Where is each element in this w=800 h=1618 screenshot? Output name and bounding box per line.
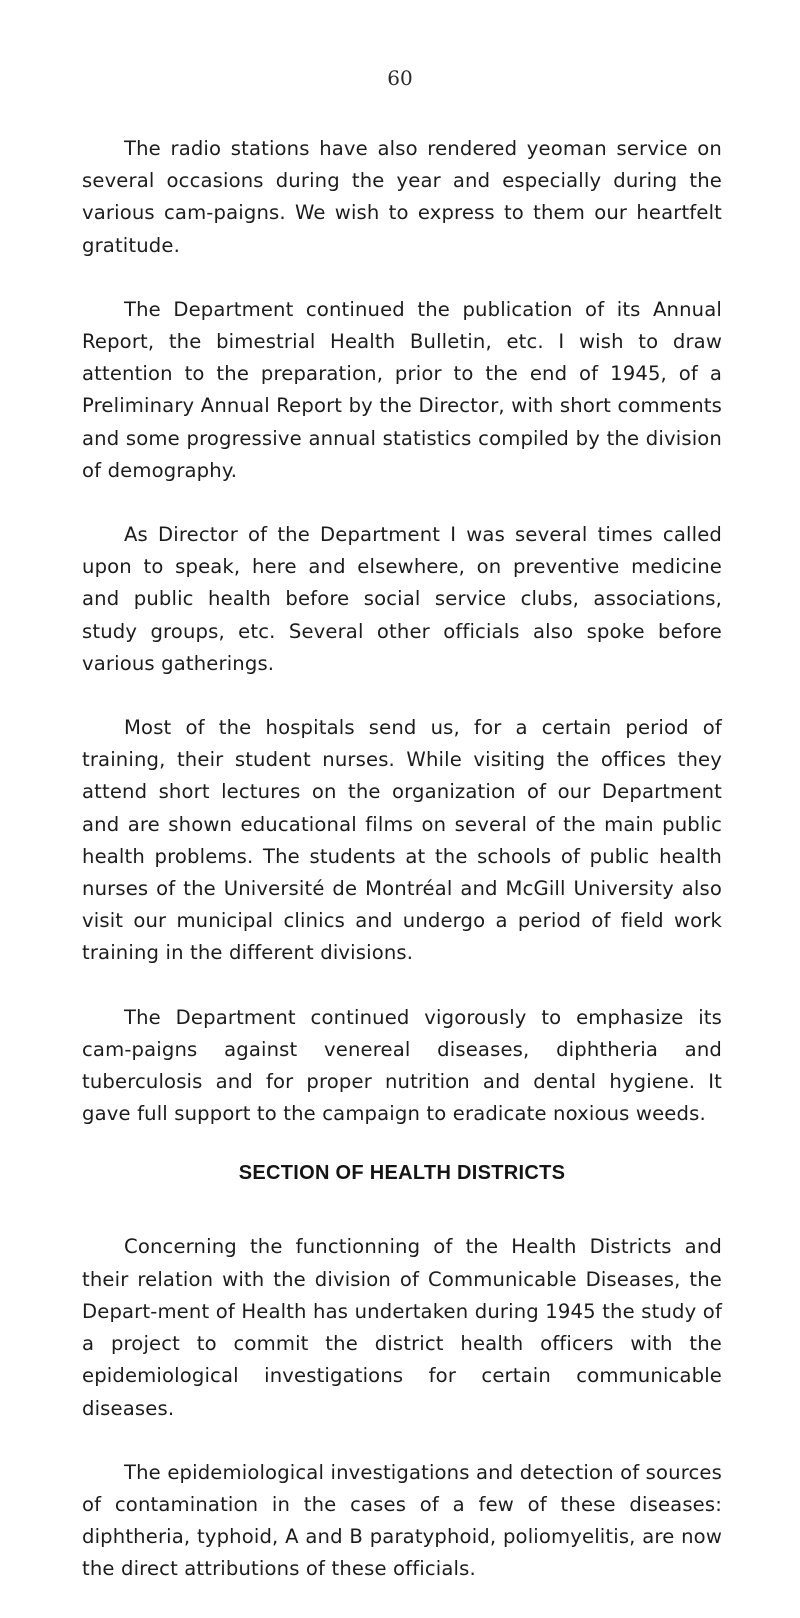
paragraph-student-nurses: Most of the hospitals send us, for a certain period of training, their student nurses. While visiting the offices they attend short lectures on the organization of our Department and are shown educational films on several of the main public health problems. The students at the schools of public health nurses of the Université de Montréal and McGill University also visit our municipal clinics and undergo a period of field work training in the different divisions. [82, 716, 722, 965]
page-number: 60 [387, 66, 413, 90]
section-heading: SECTION OF HEALTH DISTRICTS [238, 1162, 566, 1185]
paragraph-campaigns: The Department continued vigorously to emphasize its cam-paigns against venereal diseases, diphtheria and tuberculosis and for proper nutrition and dental hygiene. It gave full support to the campaign to eradicate noxious weeds. [82, 1005, 722, 1126]
paragraph-annual-report: The Department continued the publication of its Annual Report, the bimestrial Health Bulletin, etc. I wish to draw attention to the preparation, prior to the end of 1945, of a Preliminary Annual Report by the Director, with short comments and some progressive annual statistics compiled by the division of demography. [82, 297, 722, 482]
paragraph-health-districts: Concerning the functionning of the Health Districts and their relation with the division of Communicable Diseases, the Depart-ment of Health has undertaken during 1945 the study of a project to commit the district health officers with the epidemiological investigations for certain communicable diseases. [82, 1235, 722, 1420]
paragraph-epidemiological-investigations: The epidemiological investigations and detection of sources of contamination in the cases of a few of these diseases: diphtheria, typhoid, A and B paratyphoid, poliomyelitis, are now the direct attributions of these officials. [82, 1460, 722, 1581]
paragraph-radio-stations: The radio stations have also rendered yeoman service on several occasions during the year and especially during the various cam-paigns. We wish to express to them our heartfelt gratitude. [82, 137, 722, 257]
paragraph-director-speeches: As Director of the Department I was several times called upon to speak, here and elsewhere, on preventive medicine and public health before social service clubs, associations, study groups, etc. Several other officials also spoke before various gatherings. [82, 523, 722, 675]
page-body [82, 133, 722, 1618]
